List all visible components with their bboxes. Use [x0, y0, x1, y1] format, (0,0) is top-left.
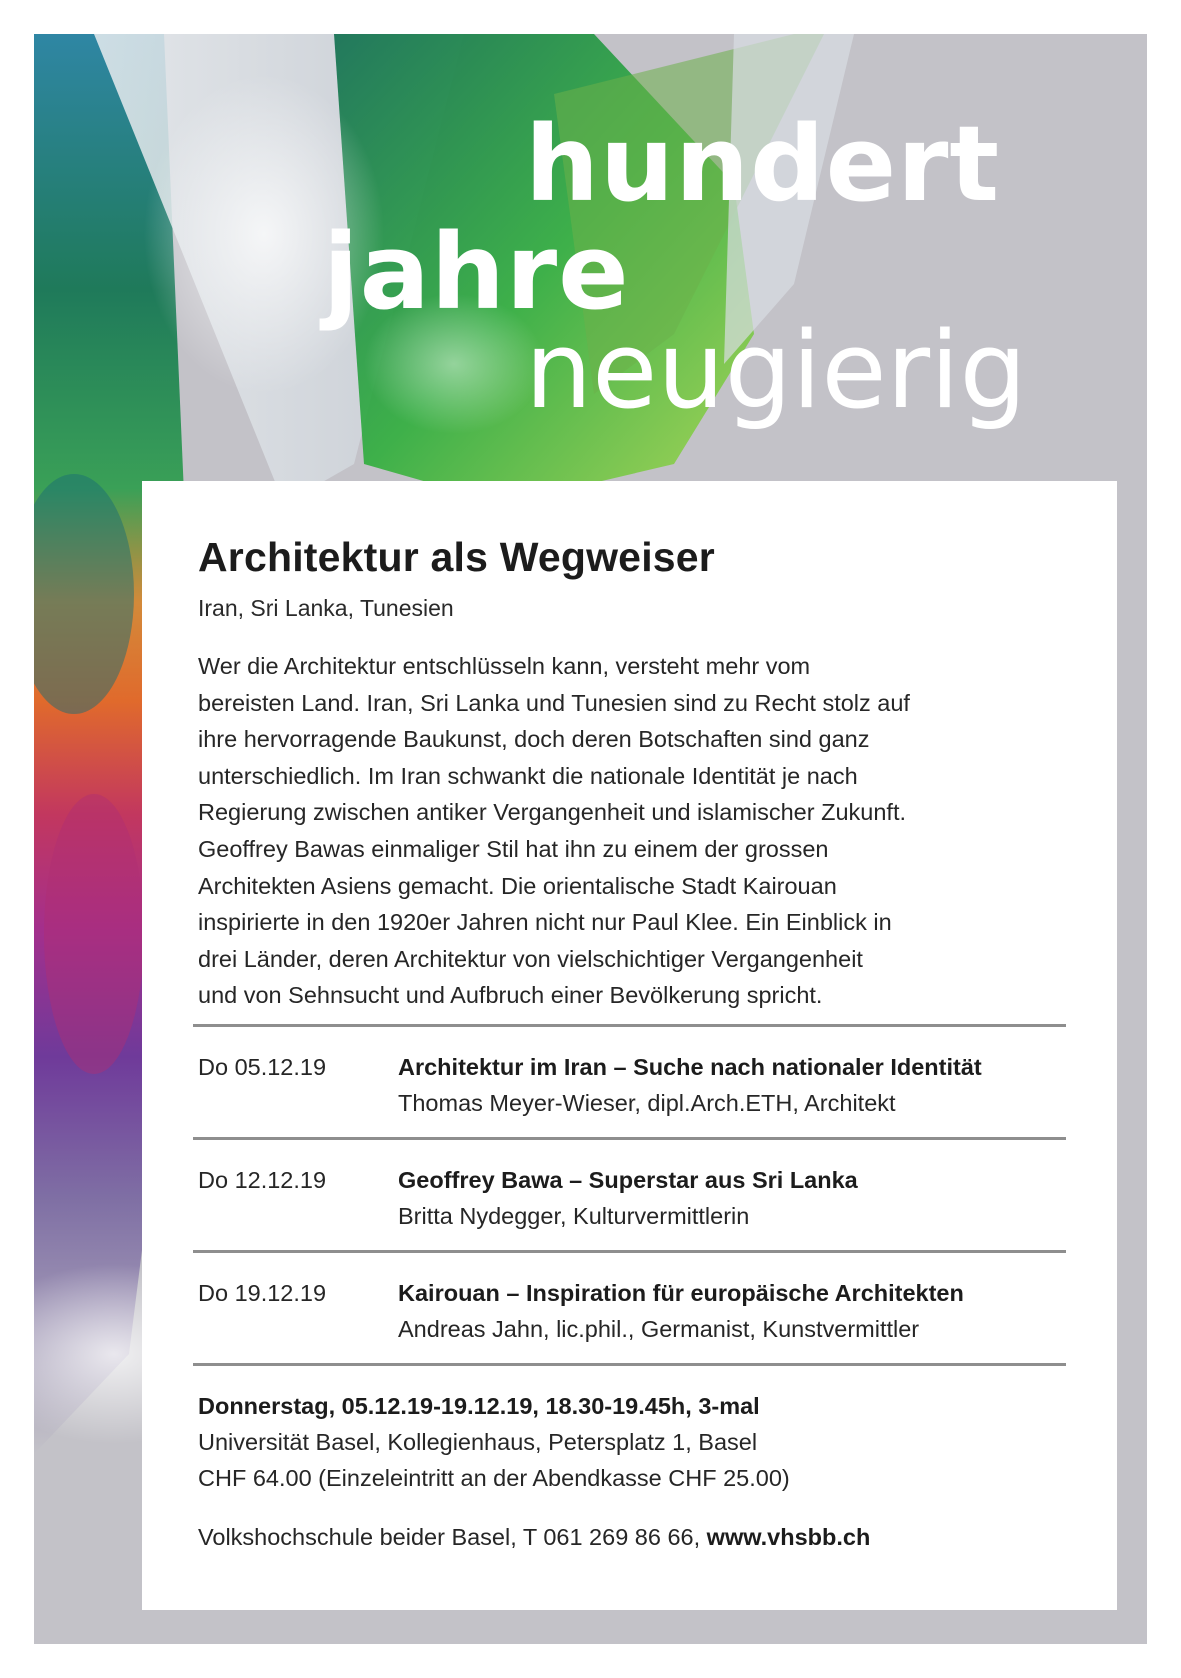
session-title: Architektur im Iran – Suche nach nationaler Identität [398, 1053, 982, 1080]
session-speaker: Britta Nydegger, Kulturvermittlerin [398, 1202, 750, 1229]
description-line: Wer die Architektur entschlüsseln kann, versteht mehr vom [198, 653, 811, 679]
session-date: Do 19.12.19 [198, 1279, 327, 1306]
schedule-text: Donnerstag, 05.12.19-19.12.19, 18.30-19.45h, 3-mal [198, 1392, 760, 1419]
session-title: Kairouan – Inspiration für europäische Architekten [398, 1279, 964, 1306]
location-text: Universität Basel, Kollegienhaus, Petersplatz 1, Basel [198, 1428, 758, 1455]
session-speaker: Thomas Meyer-Wieser, dipl.Arch.ETH, Architekt [398, 1089, 896, 1116]
course-title: Architektur als Wegweiser [198, 534, 715, 580]
contact-text: Volkshochschule beider Basel, T 061 269 86 66, [198, 1523, 707, 1550]
course-details [198, 1366, 1061, 1496]
description-line: drei Länder, deren Architektur von vielschichtiger Vergangenheit [198, 945, 863, 972]
session-row [198, 1027, 1061, 1137]
session-row [198, 1140, 1061, 1250]
course-subtitle: Iran, Sri Lanka, Tunesien [198, 595, 454, 621]
description-line: Architekten Asiens gemacht. Die orientalische Stadt Kairouan [198, 872, 837, 899]
description-line: bereisten Land. Iran, Sri Lanka und Tunesien sind zu Recht stolz auf [198, 689, 910, 716]
description-line: unterschiedlich. Im Iran schwankt die nationale Identität je nach [198, 762, 858, 789]
price-text: CHF 64.00 (Einzeleintritt an der Abendkasse CHF 25.00) [198, 1464, 790, 1491]
course-card [142, 481, 1117, 1610]
session-info [398, 1049, 1061, 1121]
poster [34, 34, 1147, 1644]
description-line: inspirierte in den 1920er Jahren nicht nur Paul Klee. Ein Einblick in [198, 909, 892, 936]
session-date: Do 05.12.19 [198, 1053, 327, 1080]
description-line: Geoffrey Bawas einmaliger Stil hat ihn zu einem der grossen [198, 835, 829, 862]
session-info [398, 1162, 1061, 1234]
session-date: Do 12.12.19 [198, 1166, 327, 1193]
description-line: und von Sehnsucht und Aufbruch einer Bevölkerung spricht. [198, 982, 823, 1009]
session-title: Geoffrey Bawa – Superstar aus Sri Lanka [398, 1166, 858, 1193]
website-link[interactable]: www.vhsbb.ch [706, 1523, 871, 1550]
description-line: Regierung zwischen antiker Vergangenheit und islamischer Zukunft. [198, 799, 907, 826]
description-line: ihre hervorragende Baukunst, doch deren Botschaften sind ganz [198, 726, 870, 753]
session-row [198, 1253, 1061, 1363]
headline-line-neugierig: neugierig [525, 309, 1027, 432]
session-speaker: Andreas Jahn, lic.phil., Germanist, Kunstvermittler [398, 1315, 920, 1342]
course-description [198, 648, 1061, 1014]
headline-line-hundert: hundert [525, 103, 1001, 225]
session-info [398, 1275, 1061, 1347]
contact-line [198, 1524, 1061, 1551]
headline-line-jahre: jahre [323, 211, 630, 333]
headline [34, 34, 1147, 494]
